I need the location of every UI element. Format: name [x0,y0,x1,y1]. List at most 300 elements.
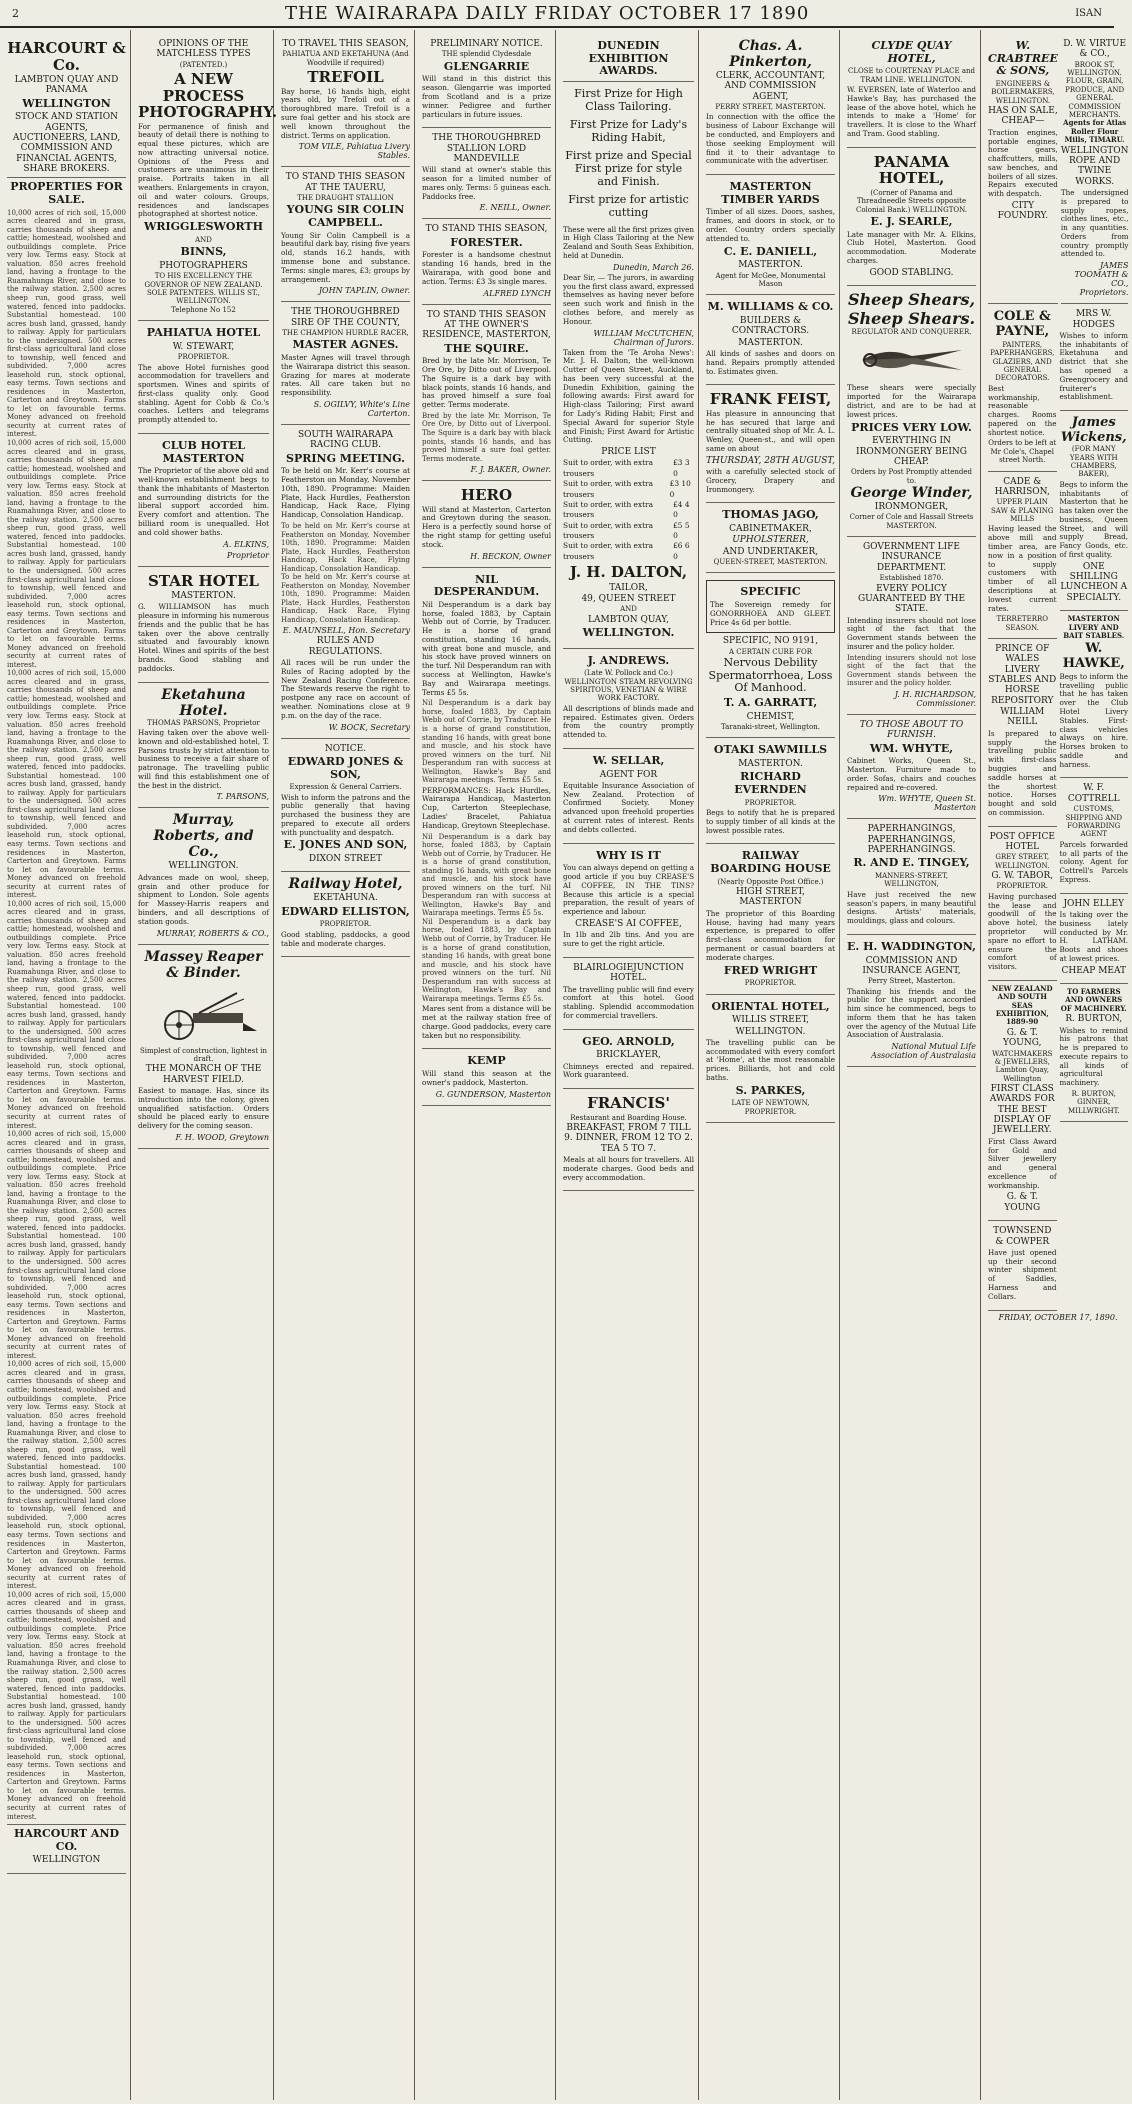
prize-2: First Prize for Lady's Riding Habit, [569,118,688,144]
parkes-sub: LATE OF NEWTOWN, [731,1099,810,1108]
daniell-city: MASTERTON. [738,260,803,271]
townsend-title: TOWNSEND & COWPER [993,1226,1052,1247]
oriental-body: The travelling public can be accommodated with every comfort at 'Home', at the most reasonable prices. Billiards, hot and cold baths. [706,1037,835,1082]
column-4 [418,30,556,2100]
murray-body: Advances made on wool, sheep, grain and other produce for shipment to London. Sole agents for Massey-Harris reapers and binders, and all descriptions of station goods. [138,872,269,926]
murray-title: Murray, Roberts, and Co., [153,812,254,861]
searle-stabling: GOOD STABLING. [869,267,954,278]
columns [0,30,1129,2104]
club-owner: A. ELKINS, [223,539,269,549]
rules-body: All races will be run under the Rules of Racing adopted by the New Zealand Racing Conference. The Stewards reserve the right to postpone any race on account of weather. Nominations close at 9 p.m. on the day of the race. [281,658,410,720]
prize-4: First prize for artistic cutting [568,193,689,220]
panama-hotel-ad [847,148,976,286]
cade-role: UPPER PLAIN SAW & PLANING MILLS [991,498,1054,524]
searle-name: E. J. SEARLE, [870,214,953,228]
whyte-ad [847,715,976,819]
elley-body: Is taking over the business lately conducted by Mr. H. LATHAM. Boots and shoes at lowest prices. [1059,909,1128,963]
crabtree-city: WELLINGTON. [995,96,1051,105]
hero-ad [422,481,551,567]
waddington-name: E. H. WADDINGTON, [847,939,976,953]
extract-body: Taken from the 'Te Aroha News': Mr. J. H. Dalton, the well-known Cutter of Queen Street, Auckland, has been very successful at the Dunedin Exhibition, gaining the following awards: First award for High-class Tailoring; First award for Lady's Riding Habit; First and Special Award for superior Style and Finish; First Award for Artistic Cutting. [563,347,694,445]
jago-role: CABINETMAKER, [729,524,812,535]
squire-body: Bred by the late Mr. Morrison, Te Ore Ore, by Ditto out of Liverpool. The Squire is a dark bay with black points, stands 16 hands, and has proved himself a sure foal getter. Terms moderate. [422,356,551,410]
master-sub: THE CHAMPION HURDLE RACER, [282,329,409,338]
francis-extra: Meals at all hours for travellers. All moderate charges. Good beds and every accommodation. [563,1155,694,1182]
burton-sig: R. BURTON, GINNER, MILLWRIGHT. [1068,1090,1120,1115]
squire-sig: F. J. BAKER, Owner. [470,465,551,475]
neill-body: Is prepared to supply the travelling public with first-class buggies and saddle horses at the shortest notice. Horses bought and sold on commission. [988,728,1057,817]
wickens-ad [1060,411,1129,611]
col8-mid-split [988,304,1128,1310]
railway-boarding-body: The proprietor of this Boarding House, having had many years experience, is prepared to offer first-class accommodation for permanent or casual boarders at moderate charges. [706,908,835,962]
mandeville-title: THE THOROUGHBRED STALLION LORD MANDEVILLE [432,133,541,164]
feist-date: THURSDAY, 28TH AUGUST, [706,455,835,466]
letter-date: Dunedin, March 26. [612,262,694,272]
harcourt-title: HARCOURT & Co. [7,39,126,74]
rules-sig: W. BOCK, Secretary [328,722,410,732]
notice-heading: NOTICE. [324,743,367,754]
andrews-title: J. ANDREWS. [587,653,670,667]
racing-body: To be held on Mr. Kerr's course at Featherston on Monday, November 10th, 1890. Programme: Maiden Plate, Hack Hurdles, Featherston Handicap, Hack Race, Flying Handicap, Consolation Handicap. [281,522,410,573]
photographers-label: PHOTOGRAPHERS [159,260,248,271]
coffee-title: CREASE'S AI COFFEE, [575,918,682,929]
dalton-name: J. H. DALTON, [569,563,688,582]
shears-sub: REGULATOR AND CONQUERER. [851,328,972,337]
prize-3: First prize and Special First prize for style and Finish. [565,149,692,188]
feist-ad [706,385,835,503]
young-ad [988,981,1057,1221]
price-item: Suit to order, with extra trousers [563,458,654,478]
column-3 [277,30,415,2100]
waddington-address: Perry Street, Masterton. [868,977,955,986]
price-list-heading: PRICE LIST [601,447,656,458]
col8-left [988,304,1057,1310]
hero-body: Will stand at Masterton, Carterton and Greytown during the season. Hero is a perfectly sound horse of the right stamp for getting useful stock. [422,504,551,549]
gov-established: Established 1870. [879,574,944,583]
cottrell-ad [1060,778,1129,893]
burton-ad [1060,984,1129,1122]
elley-title: JOHN ELLEY [1063,898,1125,909]
tabor-body: Having purchased the lease and goodwill of the above hotel, the proprietor will spare no effort to ensure the comfort of visitors. [988,891,1057,972]
massey-title: Massey Reaper & Binder. [144,948,263,981]
properties-heading: PROPERTIES FOR SALE. [10,180,123,207]
cole-role: PAINTERS, PAPERHANGERS, GLAZIERS, AND GENERAL DECORATORS. [990,340,1055,383]
hawke-ad [1060,611,1129,778]
andrews-sub: (Late W. Pollock and Co.) WELLINGTON STEAM REVOLVING SPIRITOUS, VENETIAN & WIRE WORK FACTORY. [564,669,693,703]
andrews-ad [563,649,694,749]
wickens-body: Begs to inform the inhabitants of Masterton that he has taken over the business, Queen Street, and will supply Bread, Fancy Goods, etc. of first quality. [1059,479,1128,559]
properties-body: 10,000 acres of rich soil, 15,000 acres cleared and in grass, carries thousands of sheep and cattle; homestead, woolshed and outbuildings complete. Price very low. Terms easy. Stock at valuation. 850 acres freehold land, having a frontage to the Ruamahunga River, and close to the railway station. 2,500 acres sheep run, good grass, well watered, fenced into paddocks. Substantial homestead. 100 acres bush land, grassed, handy to railway. Apply for particulars to the undersigned. 500 acres first-class agricultural land close to township, well fenced and subdivided. 7,000 acres leasehold run, stock optional, easy terms. Town sections and residences in Masterton, Carterton and Greytown. Farms to let on favourable terms. Money advanced on freehold security at current rates of interest. [7,1130,126,1360]
crabtree-items: Traction engines, portable engines, horse gears, chaffcutters, mills, saw benches, and boilers of all sizes. Repairs executed with despatch. [988,127,1058,199]
pahiatua-hotel-title: PAHIATUA HOTEL [146,326,261,340]
club-hotel-ad [138,434,269,567]
young-body: First Class Award for Gold and Silver jewellery and general excellence of workmanship. [988,1136,1057,1190]
neill-name: WILLIAM NEILL [1000,707,1045,728]
price-value: £3 10 0 [669,479,691,499]
otaki-city: MASTERTON. [738,759,803,770]
squire-title: THE SQUIRE. [444,341,529,355]
patented-label: (PATENTED.) [179,60,228,69]
railway-hotel-ad [281,872,410,957]
harcourt-footer-city: WELLINGTON [32,1855,101,1866]
eketahuna-body: Having taken over the above well-known and old-established hotel, T. Parsons trusts by strict attention to business to receive a fair share of patronage. The travelling public will find this establishment one of the best in the district. [138,728,269,790]
cole-title: COLE & PAYNE, [993,309,1051,339]
racing-sig: E. MAUNSELL, Hon. Secretary [282,626,410,636]
column-6 [702,30,840,2100]
divider [7,177,126,178]
jago-role-2: UPHOLSTERER, [732,535,809,546]
prince-title: PRINCE OF WALES LIVERY STABLES AND HORSE REPOSITORY [988,644,1057,706]
oriental-hotel-ad [706,995,835,1124]
evernden-role: PROPRIETOR. [744,798,797,807]
column-1 [3,30,131,2100]
crabtree-ad [988,34,1058,304]
blair-hotel-ad [563,958,694,1030]
garratt-title: T. A. GARRATT, [723,696,818,710]
photography-ad [138,34,278,321]
cole-body: Best workmanship, reasonable charges. Rooms papered on the shortest notice. [988,383,1057,437]
city-foundry: CITY FOUNDRY. [997,201,1049,222]
waddington-ad [847,935,976,1067]
pinkerton-title: Chas. A. Pinkerton, [729,38,812,70]
waddington-body: Thanking his friends and the public for the support accorded him since he commenced, begs to inform them that he has taken over the agency of the Mutual Life Association of Australasia. [847,986,976,1040]
price-row [563,479,694,500]
feist-body-2: with a carefully selected stock of Grocery, Drapery and Ironmongery. [706,467,835,494]
hawke-title: W. HAWKE, [1062,641,1125,671]
photographers-desc: TO HIS EXCELLENCY THE GOVERNOR OF NEW ZEALAND. SOLE PATENTEES. WILLIS ST., WELLINGTON. [144,272,263,306]
glengarrie-body: Will stand in this district this season. Glengarrie was imported from Scotland and is a prize winner. Pedigree and further particulars in future issues. [422,74,551,119]
racing-club-ad [281,425,410,739]
properties-body: 10,000 acres of rich soil, 15,000 acres cleared and in grass, carries thousands of sheep and cattle; homestead, woolshed and outbuildings complete. Price very low. Terms easy. Stock at valuation. 850 acres freehold land, having a frontage to the Ruamahunga River, and close to the railway station. 2,500 acres sheep run, good grass, well watered, fenced into paddocks. Substantial homestead. 100 acres bush land, grassed, handy to railway. Apply for particulars to the undersigned. 500 acres first-class agricultural land close to township, well fenced and subdivided. 7,000 acres leasehold run, stock optional, easy terms. Town sections and residences in Masterton, Carterton and Greytown. Farms to let on favourable terms. Money advanced on freehold security at current rates of interest. [7,208,126,439]
binns-name: BINNS, [180,245,227,259]
coffee-body: In 1lb and 2lb tins. And you are sure to get the right article. [563,930,694,949]
price-item: Suit to order, with extra trousers [563,541,654,561]
cade-title: CADE & HARRISON, [994,476,1050,497]
hero-title: HERO [460,486,513,505]
hero-sig: H. BECKON, Owner [470,551,551,561]
col8-right [1060,304,1129,1310]
francis-ad [563,1089,694,1191]
kemp-sig: G. GUNDERSON, Masterton [435,1089,551,1099]
evernden-body: Begs to notify that he is prepared to supply timber of all kinds at the lowest possible rates. [706,808,835,835]
young-role: WATCHMAKERS & JEWELLERS, [992,1049,1053,1066]
mandeville-sig: E. NEILL, Owner. [479,203,551,213]
cole-sig: Orders to be left at Mr Cole's, Chapel street North. [988,439,1057,465]
draught-stallion-label: THE DRAUGHT STALLION [297,194,394,202]
prelim-heading: PRELIMINARY NOTICE. [430,39,543,49]
jago-ad [706,503,835,573]
cottrell-body: Parcels forwarded to all parts of the colony. Agent for Cottrell's Parcels Express. [1059,839,1128,884]
forester-title: FORESTER. [450,235,523,249]
townsend-body: Have just opened up their second winter shipment of Saddles, Harness and Collars. [988,1247,1057,1301]
jago-role-3: AND UNDERTAKER, [722,546,819,557]
ironmongery-line: EVERYTHING IN IRONMONGERY BEING CHEAP. [856,436,967,467]
divider [7,1824,126,1825]
cade-harrison-ad [988,472,1057,639]
letter-sig: WILLIAM McCUTCHEN, Chairman of Jurors. [593,328,694,347]
dunedin-title: DUNEDIN EXHIBITION AWARDS. [588,39,669,78]
dalton-role: TAILOR, [609,582,648,593]
pinkerton-body: In connection with the office the business of Labour Exchange will be conducted, and Employers and those seeking Employment will find it to their advantage to communicate with the advertiser. [706,112,835,166]
oriental-address: WILLIS STREET, [732,1015,809,1026]
exhibition-title: NEW ZEALAND AND SOUTH SEAS EXHIBITION, 1889-90 [991,983,1053,1027]
newspaper-title: THE WAIRARAPA DAILY FRIDAY OCTOBER 17 1890 [284,2,810,24]
price-item: Suit to order, with extra trousers [563,499,654,520]
clyde-sub: CLOSE to COURTENAY PLACE and TRAM LINE. WELLINGTON. [847,67,976,84]
why-body: You can always depend on getting a good article if you buy CREASE'S AI COFFEE, IN THE TINS? Because this article is a special preparation, the result of years of experience and labour. [563,863,694,917]
elley-sig: CHEAP MEAT [1061,965,1127,976]
murray-city: WELLINGTON. [168,861,239,872]
shears-title-2: Sheep Shears. [847,309,976,329]
sheep-shears-ad [847,286,976,537]
tabor-name: G. W. TABOR, [991,871,1054,882]
properties-body: 10,000 acres of rich soil, 15,000 acres cleared and in grass, carries thousands of sheep and cattle; homestead, woolshed and outbuildings complete. Price very low. Terms easy. Stock at valuation. 850 acres freehold land, having a frontage to the Ruamahunga River, and close to the railway station. 2,500 acres sheep run, good grass, well watered, fenced into paddocks. Substantial homestead. 100 acres bush land, grassed, handy to railway. Apply for particulars to the undersigned. 500 acres first-class agricultural land close to township, well fenced and subdivided. 7,000 acres leasehold run, stock optional, easy terms. Town sections and residences in Masterton, Carterton and Greytown. Farms to let on favourable terms. Money advanced on freehold security at current rates of interest. [7,669,126,900]
tingey-address: MANNERS-STREET, WELLINGTON, [874,871,949,889]
price-item: Suit to order, with extra trousers [563,479,654,499]
jago-title: THOMAS JAGO, [722,508,819,522]
cure-label: A CERTAIN CURE FOR [728,647,813,656]
arnold-body: Chimneys erected and repaired. Work guaranteed. [563,1061,694,1080]
elley-ad [1060,894,1129,984]
winder-address: Corner of Cole and Hassall Streets MASTERTON. [849,513,974,530]
squire-body: Bred by the late Mr. Morrison, Te Ore Ore, by Ditto out of Liverpool. The Squire is a dark bay with black points, stands 16 hands, and has proved himself a sure foal getter. Terms moderate. [422,411,551,463]
sellar-ad [563,749,694,844]
stand-heading: TO STAND THIS SEASON AT THE TAUERU, [285,172,406,193]
waddington-role: COMMISSION AND INSURANCE AGENT, [862,955,961,976]
forester-body: Forester is a handsome chestnut standing 16 hands, bred in the Wairarapa, with good bone and action. Terms: £3 3s single mares. [422,250,551,286]
harcourt-footer: HARCOURT AND CO. [13,1827,120,1853]
rope-body: The undersigned is prepared to supply ropes, clothes lines, etc., in any quantities. Orders from country promptly attended to. [1060,187,1129,259]
post-office-hotel-ad [988,827,1057,981]
fred-wright-role: PROPRIETOR. [744,979,797,988]
properties-body: 10,000 acres of rich soil, 15,000 acres cleared and in grass, carries thousands of sheep and cattle; homestead, woolshed and outbuildings complete. Price very low. Terms easy. Stock at valuation. 850 acres freehold land, having a frontage to the Ruamahunga River, and close to the railway station. 2,500 acres sheep run, good grass, well watered, fenced into paddocks. Substantial homestead. 100 acres bush land, grassed, handy to railway. Apply for particulars to the undersigned. 500 acres first-class agricultural land close to township, well fenced and subdivided. 7,000 acres leasehold run, stock optional, easy terms. Town sections and residences in Masterton, Carterton and Greytown. Farms to let on favourable terms. Money advanced on freehold security at current rates of interest. [7,899,126,1130]
monarch-title: THE MONARCH OF THE HARVEST FIELD. [145,1064,262,1085]
kemp-title: KEMP [467,1054,506,1068]
master-agnes-ad [281,302,410,425]
gov-title: GOVERNMENT LIFE INSURANCE DEPARTMENT. [862,542,960,573]
waddington-sig: National Mutual Life Association of Australasia [871,1042,976,1061]
harcourt-city: WELLINGTON [22,96,111,110]
railway-role: PROPRIETOR. [319,920,372,929]
travel-heading: TO TRAVEL THIS SEASON, [282,39,409,49]
master-agnes-sig: S. OGILVY, White's Line Carterton. [313,399,410,418]
masthead [0,0,1114,28]
gov-body: Intending insurers should not lose sight of the fact that the Government stands between the insurer and the policy holder. [847,615,976,651]
star-city: MASTERTON. [171,591,236,602]
rope-sig: JAMES TOOMATH & CO., Proprietors. [1074,261,1129,298]
trefoil-body: Bay horse, 16 hands high, eight years old, by Trefoil out of a thoroughbred mare. Trefoil is a sure foal getter and his stock are well known throughout the district. Terms on application. [281,86,410,140]
pahiatua-body: The above Hotel furnishes good accommodation for travellers and sportsmen. Wines and spirits of first-class quality only. Good stabling. Agent for Cobb & Co.'s coaches. Letters and telegrams promptly attended to. [138,362,269,425]
harcourt-role: STOCK AND STATION AGENTS, AUCTIONEERS, LAND, COMMISSION AND FINANCIAL AGENTS, SHARE BROKERS. [12,112,121,175]
specific-title: SPECIFIC [740,585,801,599]
parkes-role: PROPRIETOR. [744,1107,797,1116]
column-7 [843,30,981,2100]
glengarrie-ad [422,34,551,128]
jones-ad [281,739,410,873]
clyde-quay-ad [847,34,976,148]
cade-body: Having leased the above mill and timber area, are now in a position to supply customers with timber of all descriptions at lowest current rates. [988,524,1057,613]
cure-items: Nervous Debility Spermatorrhoea, Loss Of Manhood. [708,656,833,695]
mandeville-ad [422,128,551,219]
williams-body: All kinds of sashes and doors on hand. Repairs promptly attended to. Estimates given. [706,348,835,376]
feist-body: Has pleasure in announcing that he has secured that large and centrally situated shop of Mr. A. L. Wenley, Queen-st., and will open same on about [706,408,835,453]
andrews-body: All descriptions of blinds made and repaired. Estimates given. Orders from the country promptly attended to. [563,703,694,740]
price-item: Suit to order, with extra trousers [563,520,654,540]
star-body: G. WILLIAMSON has much pleasure in informing his numerous friends and the public that he has taken over the above centrally situated and favourably known Hotel. Wines and spirits of the best brands. Good stabling and paddocks. [138,602,269,673]
nil-body: Nil Desperandum is a dark bay horse, foaled 1883, by Captain Webb out of Corrie, by Traducer. He is a horse of grand constitution, standing 16 hands, with great bone and muscle, and his stock have proved winners on the turf. Nil Desperandum ran with success at Wellington, Hawke's Bay and Wairarapa meetings. Terms £5 5s. [422,599,551,697]
monarch-body: Easiest to manage. Has, since its introduction into the colony, given unqualified satisfaction. Orders should be placed early to ensure delivery for the coming season. [138,1085,269,1131]
properties-body: 10,000 acres of rich soil, 15,000 acres cleared and in grass, carries thousands of sheep and cattle; homestead, woolshed and outbuildings complete. Price very low. Terms easy. Stock at valuation. 850 acres freehold land, having a frontage to the Ruamahunga River, and close to the railway station. 2,500 acres sheep run, good grass, well watered, fenced into paddocks. Substantial homestead. 100 acres bush land, grassed, handy to railway. Apply for particulars to the undersigned. 500 acres first-class agricultural land close to township, well fenced and subdivided. 7,000 acres leasehold run, stock optional, easy terms. Town sections and residences in Masterton, Carterton and Greytown. Farms to let on favourable terms. Money advanced on freehold security at current rates of interest. [7,1590,126,1821]
master-agnes-title: MASTER AGNES. [292,338,399,352]
forester-ad [422,219,551,304]
otaki-sawmills-ad [706,738,835,844]
specific-body: The Sovereign remedy for GONORRHOEA AND GLEET. Price 4s 6d per bottle. [710,600,831,627]
whyte-sig: Wm. WHYTE, Queen St. Masterton [878,794,976,813]
murray-roberts-ad [138,808,269,944]
price-value: £5 5 0 [673,520,690,540]
railway-owner: EDWARD ELLISTON, [281,904,410,918]
squire-heading: TO STAND THIS SEASON AT THE OWNER'S RESIDENCE, MASTERTON, [422,309,551,341]
crease-coffee-ad [563,844,694,958]
harcourt-address: LAMBTON QUAY AND PANAMA [14,75,119,96]
tingey-body: Have just received the new season's papers, in many beautiful designs. Artists' materials, mouldings, glass and colours. [847,889,976,926]
timber-body: Timber of all sizes. Doors, sashes, frames, and doors in stock, or to order. Country orders specially attended to. [706,207,835,243]
and-label: AND [195,235,212,244]
price-row [563,500,694,521]
fred-wright-name: FRED WRIGHT [723,963,818,977]
sellar-body: Equitable Insurance Association of New Zealand. Protection of Confirmed Society. Money advanced upon freehold properties at current rates of interest. Rents and debts collected. [563,780,694,834]
burton-body: Wishes to remind his patrons that he is prepared to execute repairs to all kinds of agricultural machinery. [1059,1025,1128,1088]
winder-name: George Winder, [850,485,973,501]
murray-sig: MURRAY, ROBERTS & CO., [156,928,269,938]
pinkerton-address: PERRY STREET, MASTERTON. [715,103,826,112]
williams-title: M. WILLIAMS & CO. [707,300,834,314]
specific-number: SPECIFIC, NO 9191, [722,636,819,647]
price-value: £6 6 0 [673,541,690,561]
dalton-ad [563,34,694,649]
timber-title: MASTERTON TIMBER YARDS [721,180,820,206]
dalton-address: 49, QUEEN STREET [581,593,676,604]
parkes-name: S. PARKES, [735,1083,806,1097]
hodges-ad [1060,304,1129,411]
hodges-title: MRS W. HODGES [1072,309,1115,330]
searle-body: Late manager with Mr. A. Elkins, Club Hotel, Masterton. Good accommodation. Moderate charges. [847,229,976,265]
massey-ad [138,945,269,1149]
jones-body: Wish to inform the patrons and the public generally that having purchased the business they are prepared to execute all orders with punctuality and despatch. [281,792,410,837]
glengarrie-title: GLENGARRIE [443,59,530,73]
paper-title: PAPERHANGINGS, PAPERHANGINGS, PAPERHANGINGS. [867,824,956,855]
club-hotel-body: The Proprietor of the above old and well-known establishment begs to thank the inhabitants of Masterton and surrounding districts for the liberal support accorded him. Every comfort and attention. The billiard room is unequalled. Hot and cold shower baths. [138,466,269,537]
specific-box [706,580,835,633]
harcourt-ad [7,34,126,1874]
nil-title: NIL DESPERANDUM. [433,572,540,599]
whyte-name: WM. WHYTE, [869,741,954,755]
tingey-name: R. AND E. TINGEY, [853,856,970,870]
jones-sub: Expression & General Carriers. [289,783,402,792]
monarch-sig: F. H. WOOD, Greytown [175,1132,269,1142]
burton-sub: TO FARMERS AND OWNERS OF MACHINERY. [1060,987,1127,1013]
jago-address: QUEEN-STREET, MASTERTON. [713,558,828,567]
arnold-role: BRICKLAYER, [596,1050,661,1061]
eketahuna-sig: T. PARSONS, [216,792,269,802]
pahiatua-owner-role: PROPRIETOR. [177,353,230,362]
hodges-body: Wishes to inform the inhabitants of Eketahuna and district that she has opened a Greengrocery and fruiterer's establishment. [1059,330,1128,402]
francis-hours: BREAKFAST, FROM 7 TILL 9. DINNER, FROM 12 TO 2. TEA 5 TO 7. [564,1123,693,1154]
burton-title: R. BURTON, [1065,1014,1123,1025]
sir-colin-sig: JOHN TAPLIN, Owner. [318,286,410,296]
trefoil-ad [281,34,410,167]
francis-sub: Restaurant and Boarding House. [570,1113,687,1122]
squire-ad [422,305,551,482]
blair-body: The travelling public will find every comfort at this hotel. Good stabling. Splendid accommodation for commercial travellers. [563,984,694,1020]
those-furnish: TO THOSE ABOUT TO FURNISH. [859,719,964,741]
club-hotel-title: CLUB HOTEL MASTERTON [162,438,245,465]
nil-body: Nil Desperandum is a dark bay horse, foaled 1883, by Captain Webb out of Corrie, by Traducer. He is a horse of grand constitution, standing 16 hands, with great bone and muscle, and his stock have proved winners on the turf. Nil Desperandum ran with success at Wellington, Hawke's Bay and Wairarapa meetings. Terms £5 5s. [422,699,552,785]
kemp-ad [422,1049,551,1105]
young-name: G. & T. YOUNG, [1002,1027,1042,1049]
master-heading: THE THOROUGHBRED SIRE OF THE COUNTY, [290,307,401,328]
specific-ad [706,573,835,738]
kemp-body: Will stand this season at the owner's paddock, Masterton. [422,1068,551,1087]
clyde-body: W. EVERSEN, late of Waterloo and Hawke's Bay, has purchased the lease of the above hotel, which he intends to make a 'Home' for travellers. It is close to the Wharf and Tram. Good stabling. [847,85,976,138]
clyde-title: CLYDE QUAY HOTEL, [871,39,952,65]
winder-role: IRONMONGER, [874,502,949,512]
racing-body: To be held on Mr. Kerr's course at Featherston on Monday, November 10th, 1890. Programme: Maiden Plate, Hack Hurdles, Featherston Handicap, Hack Race, Flying Handicap, Consolation Handicap. [281,573,410,624]
shears-body: These shears were specially imported for the Wairarapa district, and are to be had at lowest prices. [847,383,976,419]
col8-top-split [988,34,1128,304]
young-sig: G. & T. YOUNG [1004,1192,1041,1213]
eketahuna-hotel-ad [138,683,269,809]
price-row [563,541,694,562]
sir-colin-body: Young Sir Colin Campbell is a beautiful dark bay, rising five years old, stands 16.2 hands, with immense bone and substance. Terms: single mares, £3; groups by arrangement. [281,230,410,284]
timber-yards-ad [706,175,835,295]
sir-colin-ad [281,167,410,302]
prize-body: These were all the first prizes given in High Class Tailoring at the New Zealand and South Seas Exhibition, held at Dunedin. [563,224,694,261]
price-value: £4 4 0 [673,499,690,520]
crabtree-title: W. CRABTREE & SONS, [988,39,1058,78]
post-title: POST OFFICE HOTEL [989,831,1055,852]
column-8 [984,30,1132,2100]
dalton-address-2: LAMBTON QUAY, [588,614,669,625]
photography-title: A NEW PROCESS PHOTOGRAPHY. [138,70,278,122]
prince-stables-ad [988,639,1057,827]
mare-notice: Mares sent from a distance will be met at the railway station free of charge. Good paddocks, every care taken but no responsibility. [422,1004,551,1040]
master-agnes-body: Master Agnes will travel through the Wairarapa district this season. Grazing for mares at moderate rates. All care taken but no responsibility. [281,353,410,398]
railway-hotel-title: Railway Hotel, [288,876,403,893]
wickens-sig: ONE SHILLING LUNCHEON A SPECIALTY. [1060,561,1128,603]
sir-colin-title: YOUNG SIR COLIN CAMPBELL. [286,203,405,230]
tabor-role: PROPRIETOR. [996,882,1048,891]
wickens-title: James Wickens, [1060,415,1127,446]
gov-sub: EVERY POLICY GUARANTEED BY THE STATE. [857,583,966,615]
hawke-head: MASTERTON LIVERY AND BAIT STABLES. [1063,614,1125,640]
rules-heading: RULES AND REGULATIONS. [308,636,383,657]
travel-route: PAHIATUA AND EKETAHUNA (And Woodville if required) [282,50,409,67]
railway-body: Good stabling, paddocks, a good table and moderate charges. [281,929,410,948]
crabtree-role: ENGINEERS & BOILERMAKERS, [991,79,1055,97]
trefoil-title: TREFOIL [307,68,384,87]
virtue-agents: Agents for Atlas Roller Flour Mills, TIMARU. [1063,118,1127,145]
daniell-name: C. E. DANIELL, [723,244,818,258]
cole-payne-ad [988,304,1057,471]
photography-body: For permanence of finish and beauty of detail there is nothing to equal these pictures, which are now attracting universal notice. Opinions of the Press and customers are unanimous in their praise. Portraits taken in all weathers. Enlargements in crayon, oil and water colours. Groups, residences and landscapes photographed at shortest notice. [138,121,269,219]
club-owner-role: Proprietor [226,550,269,560]
evernden-name: RICHARD EVERNDEN [734,770,807,797]
railway-boarding-sub: (Nearly Opposite Post Office.) [717,877,824,886]
jones-title: EDWARD JONES & SON, [287,754,404,781]
gov-sig: J. H. RICHARDSON, Commissioner. [894,689,976,708]
post-address: GREY STREET, WELLINGTON. [995,853,1050,870]
